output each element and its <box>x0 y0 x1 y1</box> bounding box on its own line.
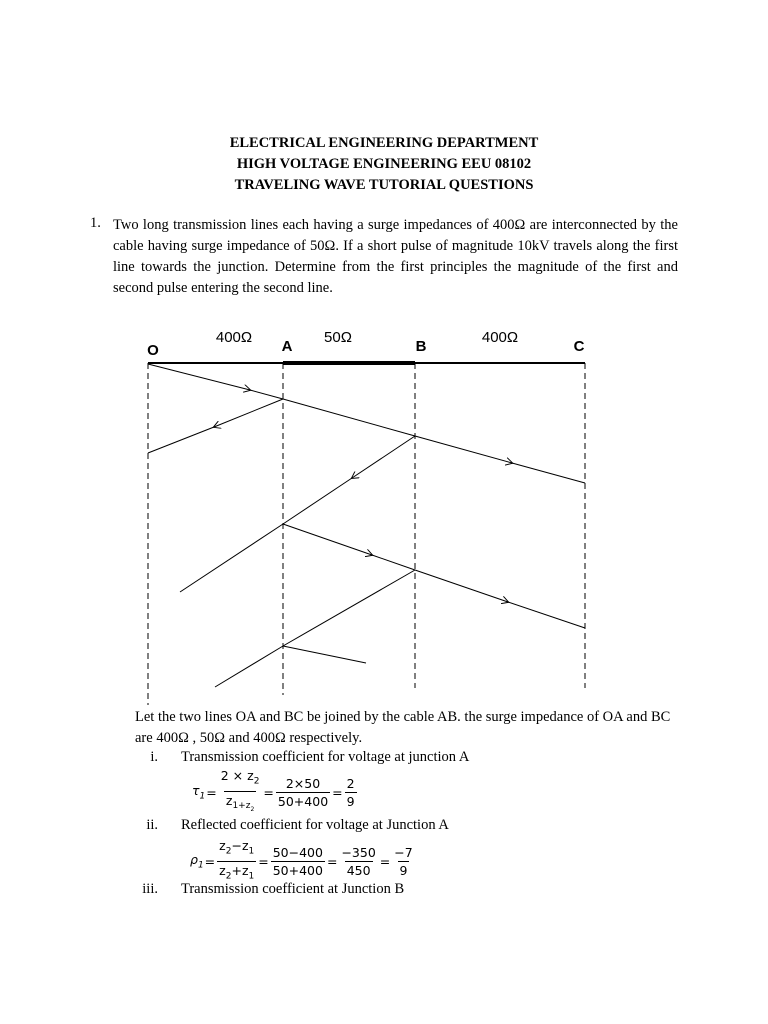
wave-transmitted-bc-arrow <box>415 436 512 463</box>
question-number: 1. <box>90 215 101 231</box>
wave-rereflected-a-arrow <box>283 524 372 555</box>
wave-rereflected-a-2 <box>283 646 366 663</box>
item-number: iii. <box>142 881 158 897</box>
department-title: ELECTRICAL ENGINEERING DEPARTMENT <box>229 135 539 151</box>
item-number: ii. <box>146 817 158 833</box>
node-b-label: B <box>415 338 427 355</box>
impedance-ab-label: 50Ω <box>324 329 352 346</box>
node-a-label: A <box>281 338 293 355</box>
node-o-label: O <box>147 342 159 359</box>
wave-reflected-b-2 <box>283 570 415 646</box>
node-c-label: C <box>573 338 585 355</box>
item-number: i. <box>150 749 158 765</box>
item-label: Transmission coefficient for voltage at junction A <box>181 749 470 765</box>
wave-transmitted-ab <box>283 399 415 436</box>
equation-rho1: $\rho_1$ = $\frac{z_2-z_1}{z_2+z_1}$ = $\frac{50-400}{50+400}$ = $\frac{-350}{450}$ = $\frac{-7}{9}$ <box>190 838 416 884</box>
wave-reflected-a-arrow <box>214 399 283 427</box>
wave-transmitted-bc <box>512 463 585 483</box>
item-label: Reflected coefficient for voltage at Junction A <box>181 817 449 833</box>
equation-tau1: $\tau_1$ = $\frac{2 \times z_2}{z_{1+z_2}}$ = $\frac{2\times 50}{50+400}$ = $\frac{2}{9}$ <box>192 768 358 817</box>
tutorial-title: TRAVELING WAVE TUTORIAL QUESTIONS <box>234 177 534 193</box>
solution-intro: Let the two lines OA and BC be joined by the cable AB. the surge impedance of OA and BC are 400Ω , 50Ω and 400Ω respectively. <box>135 709 671 746</box>
wave-second-pulse-arrow <box>415 570 508 602</box>
impedance-oa-label: 400Ω <box>215 329 253 346</box>
course-title: HIGH VOLTAGE ENGINEERING EEU 08102 <box>236 156 532 172</box>
wave-transmitted-oa-3 <box>215 646 283 687</box>
question-text: Two long transmission lines each having a surge impedances of 400Ω are interconnected by the cable having surge impedance of 50Ω. If a short pulse of magnitude 10kV travels along the first line towards the junction. Determine from the first principles the magnitude of the first and second pulse entering the second line. <box>113 217 678 296</box>
wave-incident <box>250 390 283 399</box>
wave-reflected-b <box>283 478 352 524</box>
wave-incident-arrow <box>148 364 250 390</box>
wave-reflected-a <box>148 427 214 453</box>
wave-transmitted-oa-2 <box>180 524 283 592</box>
impedance-bc-label: 400Ω <box>481 329 519 346</box>
wave-reflected-b-arrow <box>352 436 415 478</box>
wave-rereflected-a <box>372 555 415 570</box>
wave-second-pulse <box>508 602 585 628</box>
item-label: Transmission coefficient at Junction B <box>181 881 405 897</box>
